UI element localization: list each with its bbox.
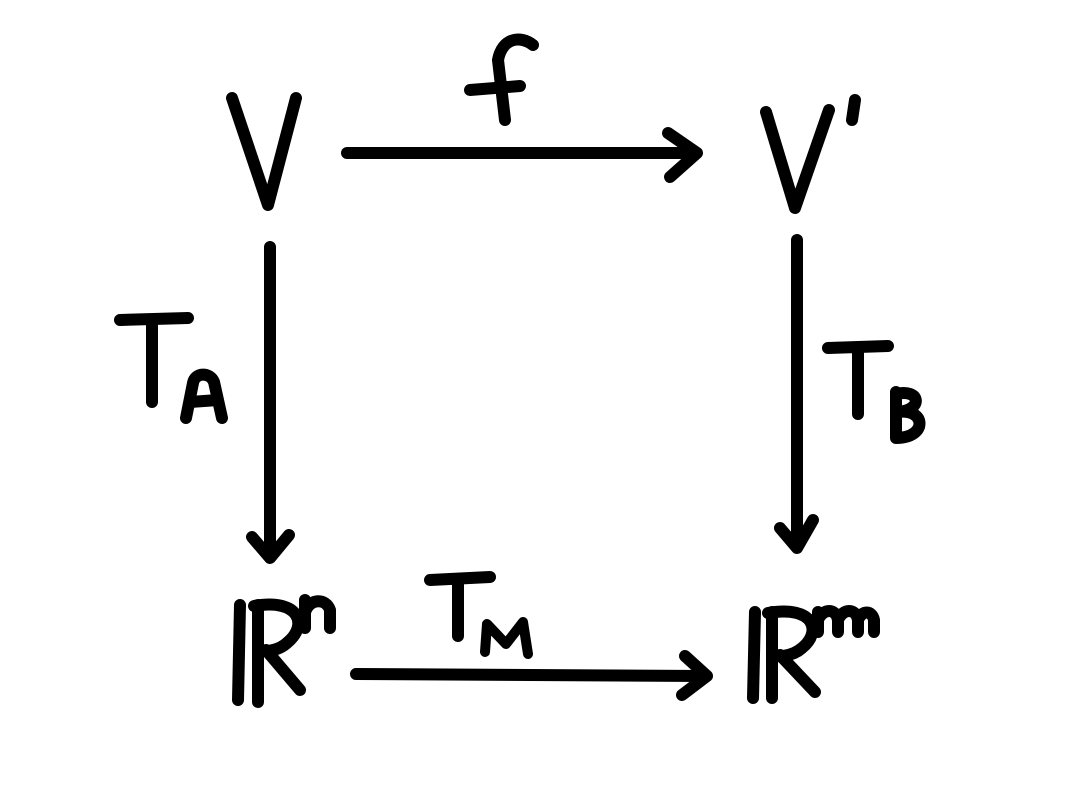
arrow-top bbox=[347, 133, 697, 177]
arrow-right bbox=[780, 240, 813, 548]
node-r-n bbox=[238, 600, 330, 702]
subscript-b bbox=[896, 392, 920, 438]
label-t-b bbox=[828, 346, 920, 438]
superscript-m bbox=[818, 611, 874, 632]
node-v-prime bbox=[766, 100, 855, 208]
node-r-m bbox=[753, 611, 874, 698]
prime-mark bbox=[852, 100, 855, 120]
arrow-left bbox=[252, 247, 289, 558]
subscript-m bbox=[485, 622, 528, 654]
arrow-bottom bbox=[356, 656, 707, 695]
label-f bbox=[470, 40, 533, 120]
label-t-m bbox=[430, 577, 528, 654]
subscript-a bbox=[186, 375, 222, 418]
node-v bbox=[232, 98, 296, 205]
label-t-a bbox=[120, 318, 222, 418]
superscript-n bbox=[305, 600, 330, 628]
